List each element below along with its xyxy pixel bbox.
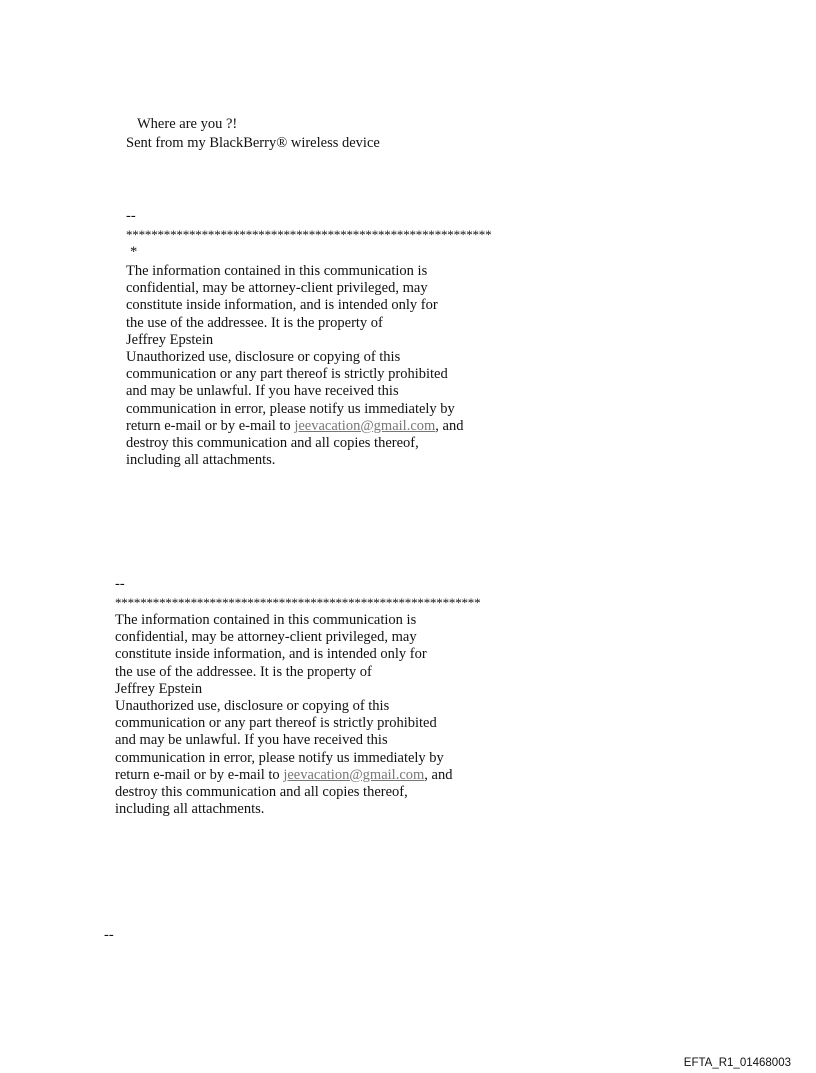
disclaimer2-line: communication or any part thereof is strictly prohibited [115, 715, 437, 732]
disclaimer2-body [115, 612, 452, 818]
disclaimer1-line: confidential, may be attorney-client privileged, may [126, 280, 428, 297]
disclaimer2-line: the use of the addressee. It is the property of [115, 663, 372, 680]
disclaimer1-link-suffix: , and [435, 417, 464, 434]
message-greeting: Where are you ?! [137, 116, 238, 132]
disclaimer2-stars: ********************************************************** [115, 595, 481, 610]
disclaimer2-line: confidential, may be attorney-client privileged, may [115, 629, 417, 646]
disclaimer1-body [126, 263, 463, 469]
disclaimer2-line: The information contained in this communication is [115, 612, 417, 628]
disclaimer1-line: and may be unlawful. If you have received this [126, 383, 399, 400]
disclaimer2-line: constitute inside information, and is intended only for [115, 646, 427, 663]
document-id: EFTA_R1_01468003 [683, 1057, 791, 1069]
disclaimer1-line: constitute inside information, and is intended only for [126, 297, 438, 314]
disclaimer1-email-link[interactable]: jeevacation@gmail.com [294, 417, 436, 434]
disclaimer1-line: communication or any part thereof is strictly prohibited [126, 366, 448, 383]
disclaimer2-line: destroy this communication and all copies thereof, [115, 784, 408, 801]
disclaimer1-stars: ********************************************************** [126, 227, 492, 242]
disclaimer2-line: Unauthorized use, disclosure or copying of this [115, 698, 390, 715]
disclaimer1-line: communication in error, please notify us immediately by [126, 400, 455, 417]
disclaimer1-separator: -- [126, 208, 136, 224]
disclaimer2-separator: -- [115, 576, 125, 592]
disclaimer1-line: The information contained in this communication is [126, 263, 428, 279]
disclaimer2-link-prefix: return e-mail or by e-mail to [115, 766, 284, 783]
message-signature: Sent from my BlackBerry® wireless device [126, 135, 380, 151]
disclaimer1-link-line [126, 418, 463, 435]
disclaimer2-link-line [115, 767, 452, 784]
disclaimer2-line: communication in error, please notify us immediately by [115, 749, 444, 766]
disclaimer1-line: including all attachments. [126, 452, 276, 469]
disclaimer2-link-suffix: , and [424, 766, 453, 783]
disclaimer2-email-link[interactable]: jeevacation@gmail.com [283, 766, 425, 783]
disclaimer1-line: Jeffrey Epstein [126, 331, 214, 348]
disclaimer1-line: the use of the addressee. It is the property of [126, 314, 383, 331]
trailing-separator: -- [104, 927, 114, 943]
disclaimer1-star-tail: * [130, 244, 138, 260]
disclaimer2-line: Jeffrey Epstein [115, 680, 203, 697]
disclaimer1-line: destroy this communication and all copies thereof, [126, 435, 419, 452]
disclaimer1-link-prefix: return e-mail or by e-mail to [126, 417, 295, 434]
disclaimer1-line: Unauthorized use, disclosure or copying of this [126, 349, 401, 366]
disclaimer2-line: and may be unlawful. If you have received this [115, 732, 388, 749]
disclaimer2-line: including all attachments. [115, 801, 265, 818]
